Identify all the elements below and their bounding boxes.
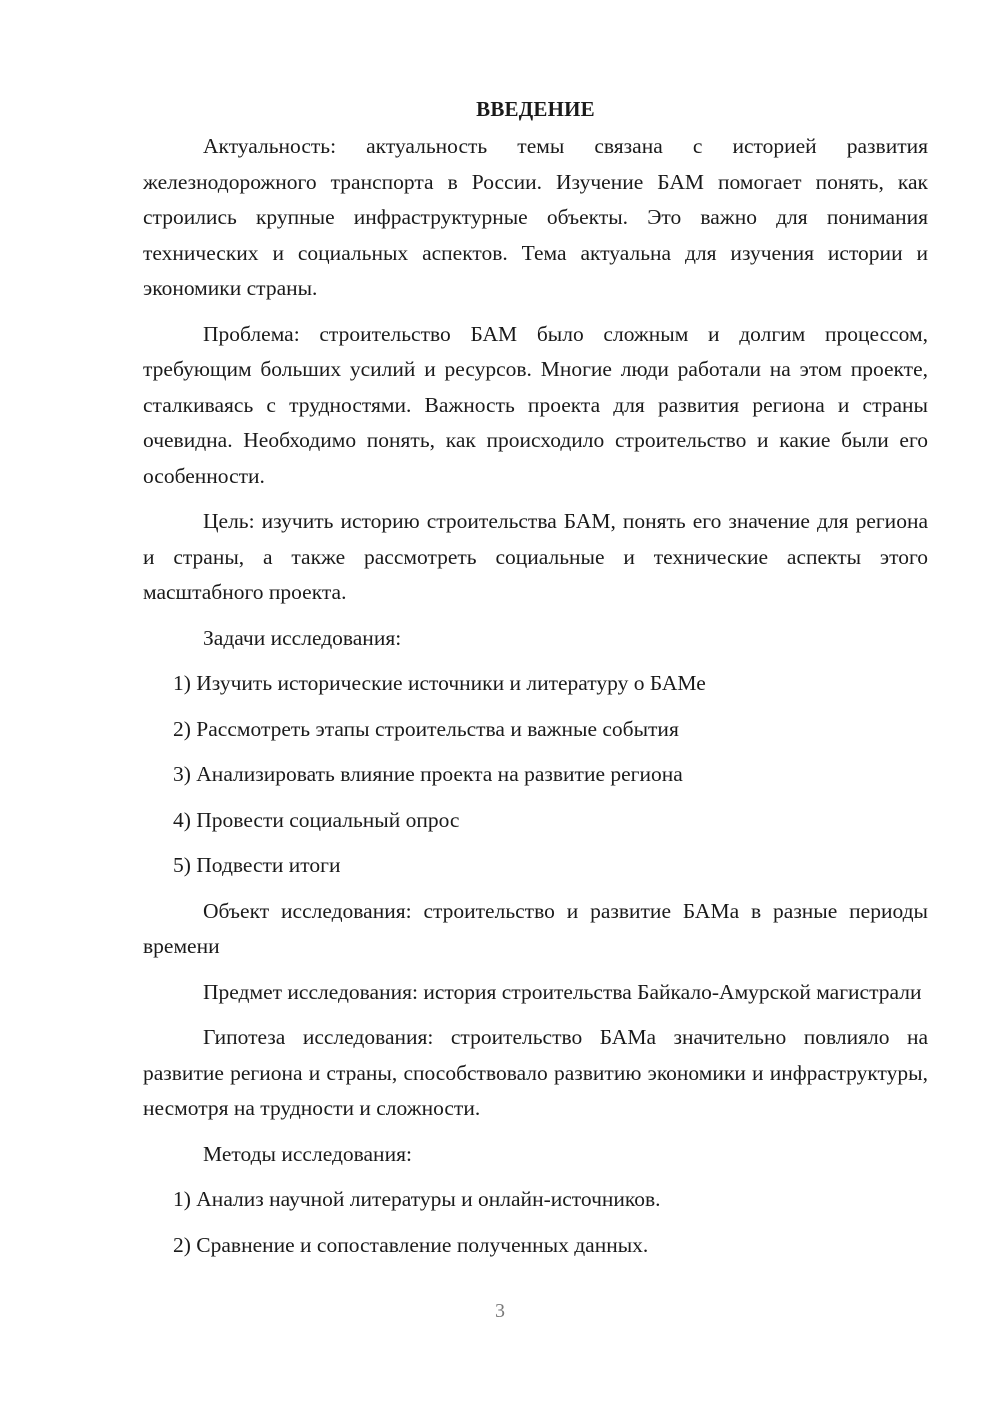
task-item: 1) Изучить исторические источники и литературу о БАМе: [173, 671, 706, 695]
methods-heading: Методы исследования:: [203, 1141, 412, 1166]
document-page: [143, 94, 928, 1273]
task-item: 4) Провести социальный опрос: [173, 807, 460, 832]
page-title: ВВЕДЕНИЕ: [476, 97, 595, 121]
method-item: 1) Анализ научной литературы и онлайн-источников.: [173, 1187, 661, 1211]
goal-paragraph: Цель: изучить историю строительства БАМ, понять его значение для региона и страны, а также рассмотреть социальные и технические аспекты этого масштабного проекта.: [143, 509, 928, 604]
problem-paragraph: Проблема: строительство БАМ было сложным и долгим процессом, требующим больших усилий и ресурсов. Многие люди работали на этом проекте, сталкиваясь с трудностями. Важность проекта для развития региона и страны очевидна. Необходимо понять, как происходило строительство и какие были его особенности.: [143, 321, 928, 488]
page-number: 3: [495, 1300, 505, 1322]
task-item: 3) Анализировать влияние проекта на развитие региона: [173, 762, 683, 786]
object-paragraph: Объект исследования: строительство и развитие БАМа в разные периоды времени: [143, 898, 928, 958]
task-item: 2) Рассмотреть этапы строительства и важные события: [173, 716, 679, 741]
tasks-heading: Задачи исследования:: [203, 625, 402, 650]
method-item: 2) Сравнение и сопоставление полученных данных.: [173, 1232, 649, 1257]
hypothesis-paragraph: Гипотеза исследования: строительство БАМа значительно повлияло на развитие региона и страны, способствовало развитию экономики и инфраструктуры, несмотря на трудности и сложности.: [143, 1025, 928, 1120]
relevance-paragraph: Актуальность: актуальность темы связана с историей развития железнодорожного транспорта в России. Изучение БАМ помогает понять, как строились крупные инфраструктурные объекты. Это важно для понимания технических и социальных аспектов. Тема актуальна для изучения истории и экономики страны.: [143, 134, 928, 300]
subject-paragraph: Предмет исследования: история строительства Байкало-Амурской магистрали: [203, 979, 922, 1004]
task-item: 5) Подвести итоги: [173, 853, 341, 877]
